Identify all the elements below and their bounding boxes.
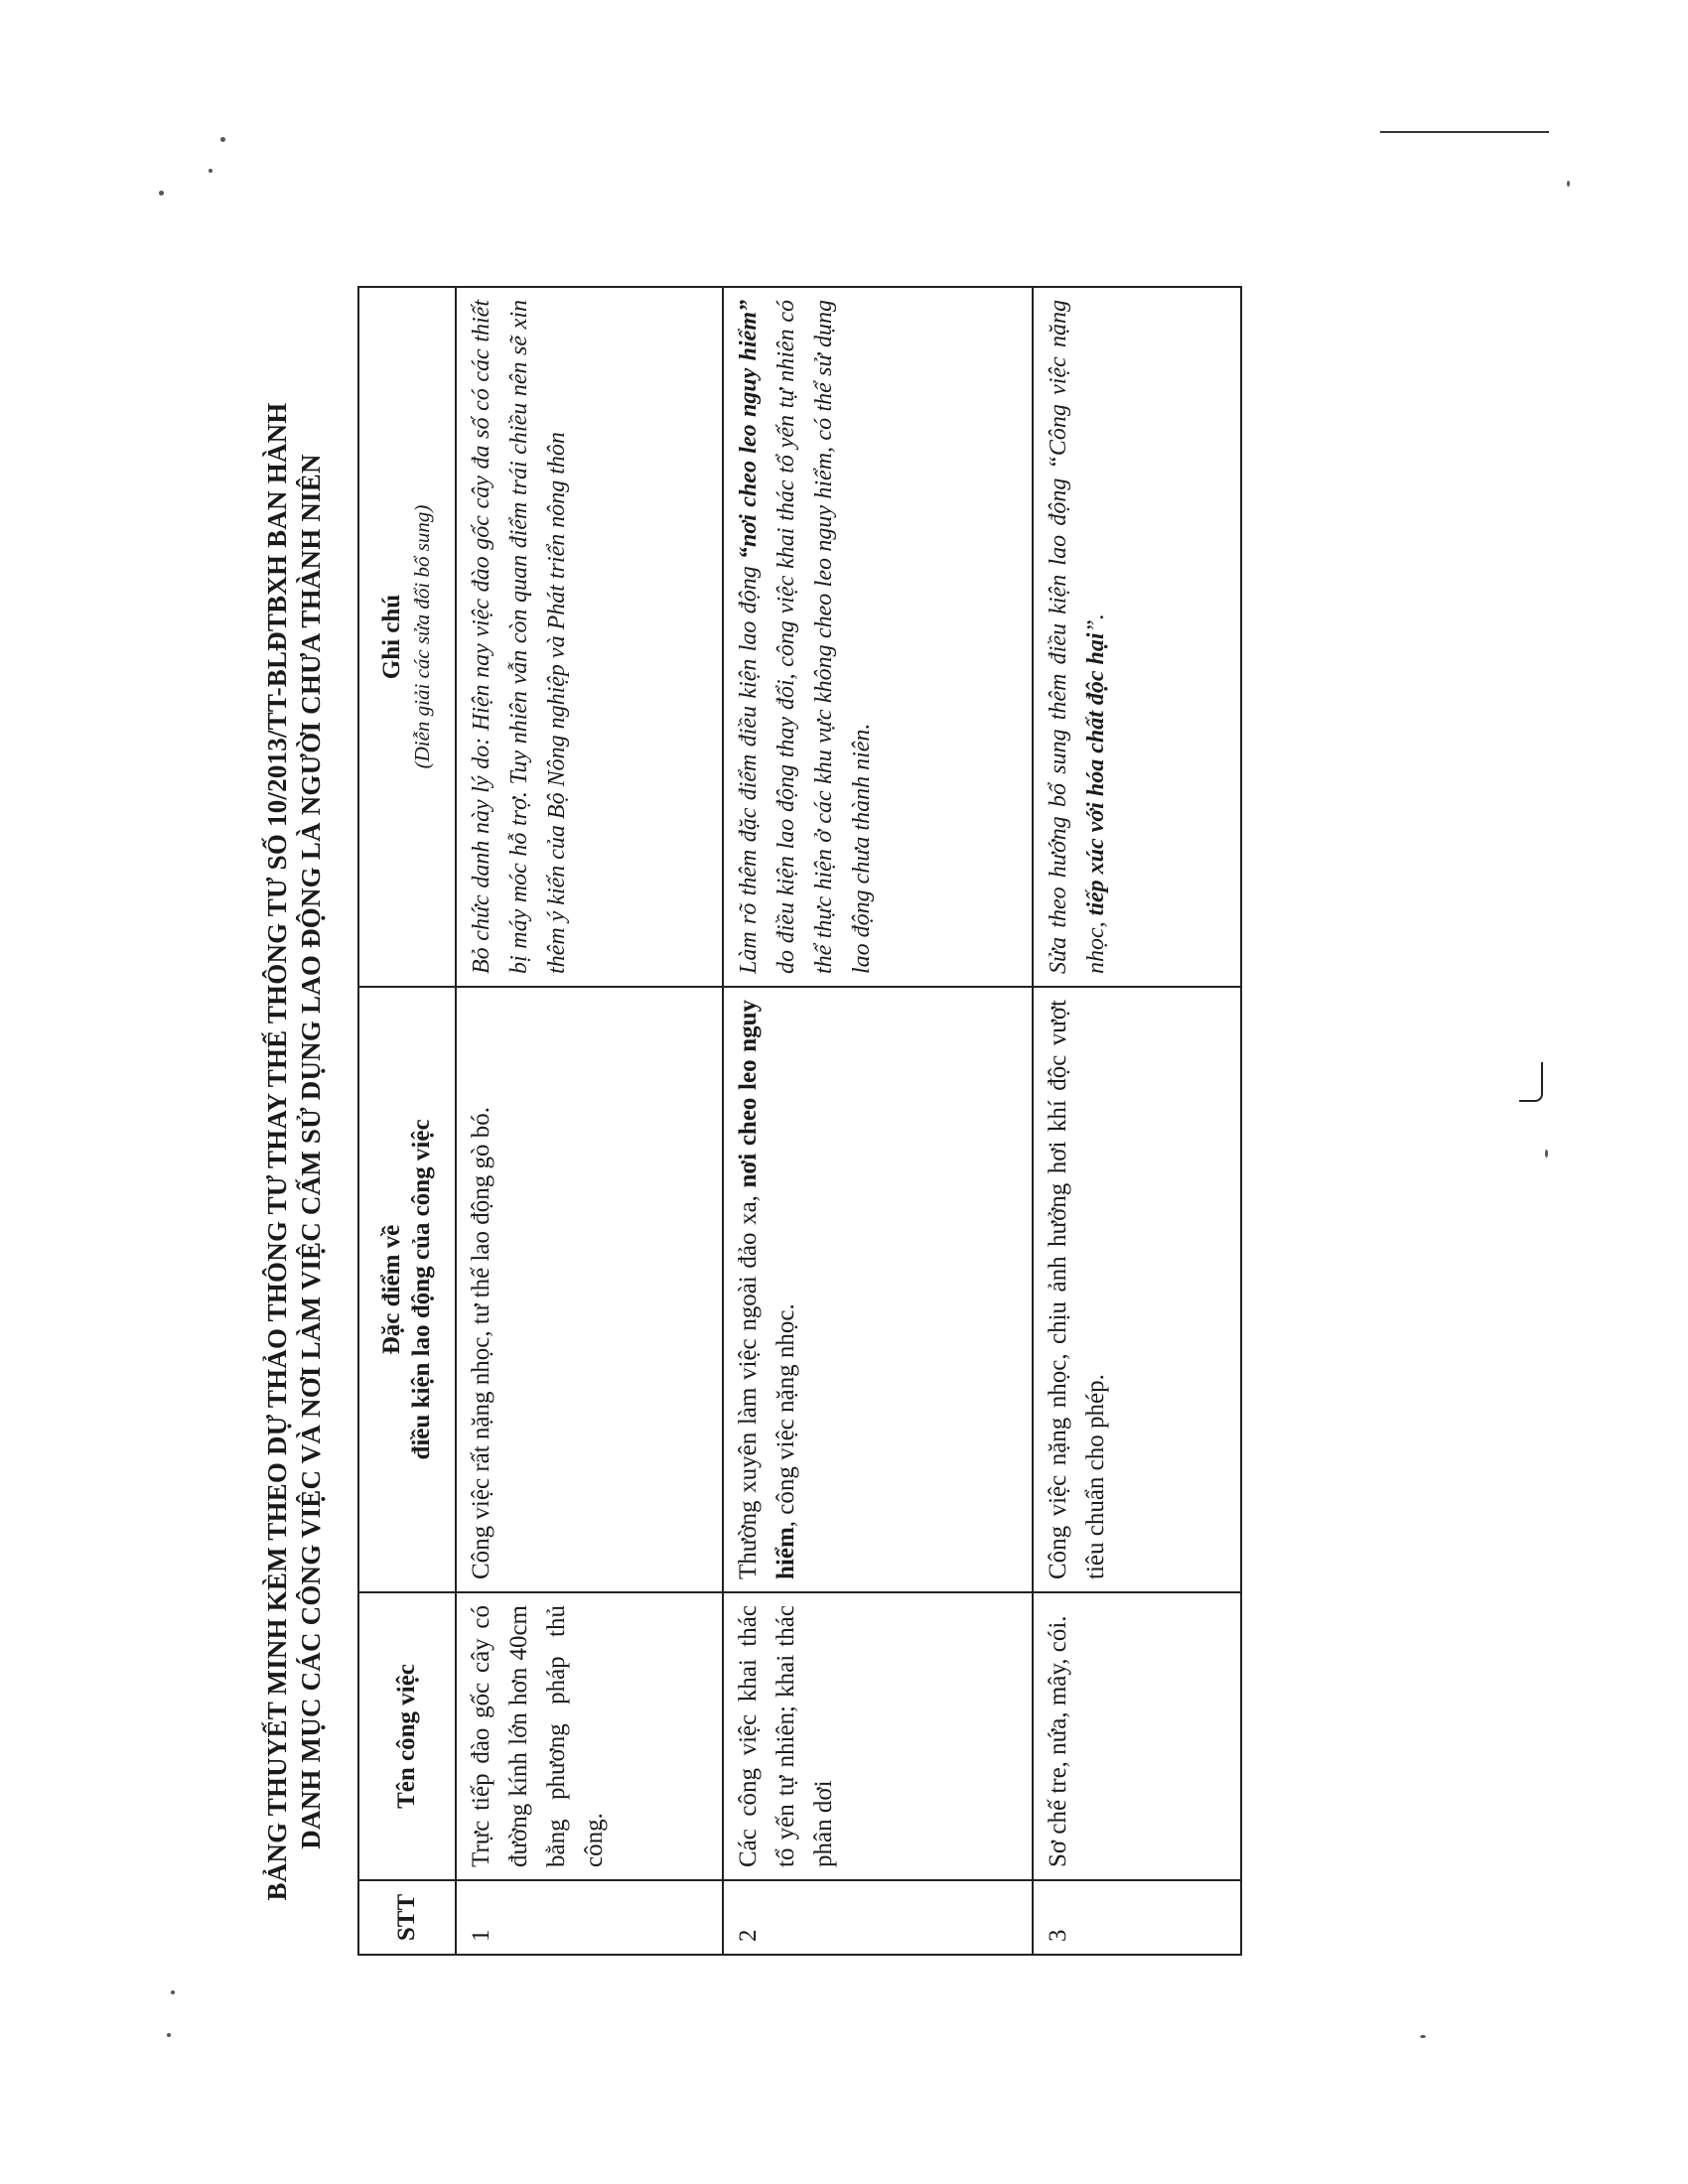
scan-speck <box>171 1990 175 1994</box>
header-feature-line1: Đặc điểm về <box>378 1224 405 1355</box>
cell-note: Bỏ chức danh này lý do: Hiện nay việc đào gốc cây đa số có các thiết bị máy móc hỗ trợ. Tuy nhiên vẫn còn quan điểm trái chiều nên sẽ xin thêm ý kiến của Bộ Nông nghiệp và Phát triển nông thôn <box>456 287 723 987</box>
note-emphasis: tiếp xúc với hóa chất độc hại <box>1083 632 1109 916</box>
cell-feature: Công việc nặng nhọc, chịu ảnh hưởng hơi khí độc vượt tiêu chuẩn cho phép. <box>1033 987 1241 1592</box>
cell-note <box>723 287 1033 987</box>
header-name: Tên công việc <box>358 1592 456 1880</box>
table-row <box>723 287 1033 1955</box>
header-note-title: Ghi chú <box>378 594 405 680</box>
header-feature <box>358 987 456 1592</box>
title-line-1: BẢNG THUYẾT MINH KÈM THEO DỰ THẢO THÔNG TƯ THAY THẾ THÔNG TƯ SỐ 10/2013/TT-BLĐTBXH BAN HÀNH <box>262 402 292 1901</box>
cell-feature <box>723 987 1033 1592</box>
note-emphasis: “nơi cheo leo nguy hiểm” <box>736 300 762 559</box>
note-text: Sửa theo hướng bổ sung thêm điều kiện lao động “Công việc nặng nhọc, <box>1046 300 1109 974</box>
header-stt: STT <box>358 1880 456 1955</box>
scan-speck <box>159 191 164 196</box>
jobs-table <box>357 286 1242 1956</box>
feature-emphasis: nơi cheo leo nguy hiểm <box>735 999 799 1579</box>
cell-stt: 2 <box>723 1880 1033 1955</box>
cell-note <box>1033 287 1241 987</box>
header-note <box>358 287 456 987</box>
cell-stt: 3 <box>1033 1880 1241 1955</box>
cell-job-name: Trực tiếp đào gốc cây có đường kính lớn hơn 40cm bằng phương pháp thủ công. <box>456 1592 723 1880</box>
rotated-document <box>258 300 1370 1985</box>
note-text: do điều kiện lao động thay đổi, công việc khai thác tổ yến tự nhiên có thể thực hiện ở các khu vực không cheo leo nguy hiểm, có thể sử dụng lao động chưa thành niên. <box>774 300 875 974</box>
header-feature-line2: điều kiện lao động của công việc <box>408 1119 435 1460</box>
pen-mark <box>1519 1062 1543 1102</box>
scan-speck <box>167 2033 171 2037</box>
table-row <box>1033 287 1241 1955</box>
cell-job-name: Sơ chế tre, nứa, mây, cói. <box>1033 1592 1241 1880</box>
scan-speck <box>1420 2035 1426 2038</box>
table-row <box>456 287 723 1955</box>
cell-stt: 1 <box>456 1880 723 1955</box>
note-text: ”. <box>1083 614 1109 633</box>
feature-text: , công việc nặng nhọc. <box>773 1303 799 1528</box>
cell-feature: Công việc rất nặng nhọc, tư thế lao động gò bó. <box>456 987 723 1592</box>
scan-speck <box>1567 181 1570 187</box>
table-header-row <box>358 287 456 1955</box>
header-note-subtitle: (Diễn giải các sửa đổi bổ sung) <box>410 504 434 769</box>
scan-speck <box>1545 1150 1548 1158</box>
scan-speck <box>220 137 225 142</box>
feature-text: Thường xuyên làm việc ngoài đảo xa, <box>735 1187 762 1579</box>
title-line-2: DANH MỤC CÁC CÔNG VIỆC VÀ NƠI LÀM VIỆC CẤM SỬ DỤNG LAO ĐỘNG LÀ NGƯỜI CHƯA THÀNH NIÊN <box>296 454 326 1849</box>
scan-speck <box>209 169 212 173</box>
scan-line-artifact <box>1380 131 1549 133</box>
cell-job-name: Các công việc khai thác tổ yến tự nhiên; khai thác phân dơi <box>723 1592 1033 1880</box>
note-text: Làm rõ thêm đặc điểm điều kiện lao động <box>736 558 762 974</box>
document-title <box>258 318 353 1985</box>
